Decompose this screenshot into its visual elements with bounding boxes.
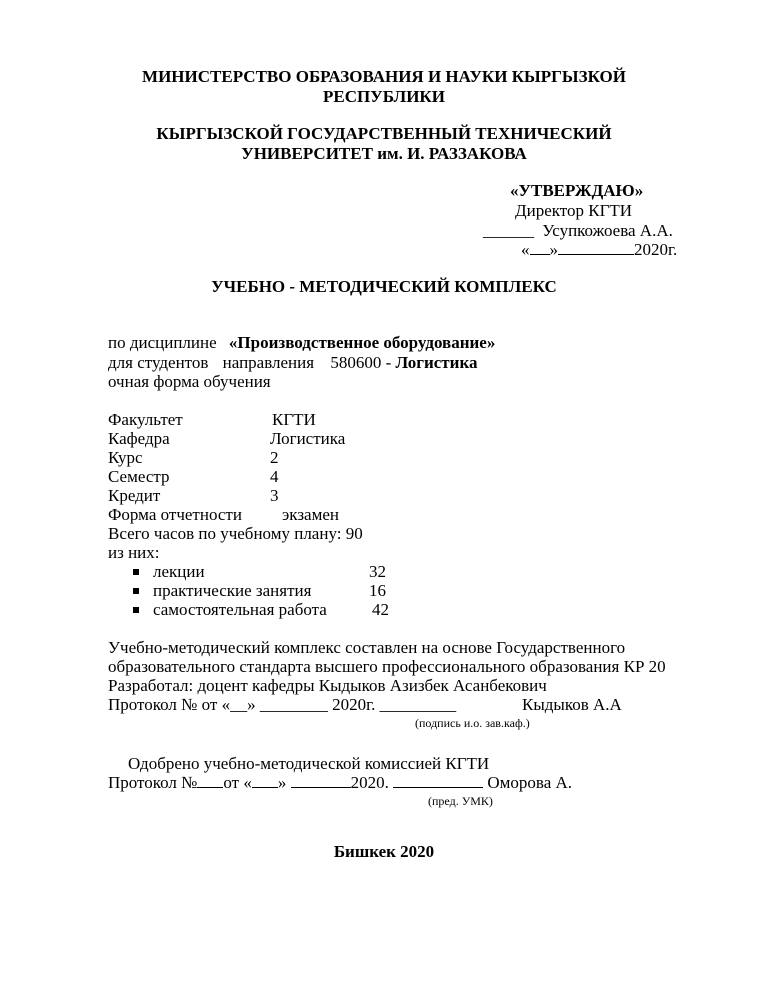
report-form-value: экзамен [282, 505, 339, 524]
approval-signature-line [483, 221, 673, 241]
discipline-label: по дисциплине [108, 333, 217, 352]
approval-month-blank [558, 240, 634, 255]
info-value-credit: 3 [270, 486, 279, 505]
university-line-2: УНИВЕРСИТЕТ им. И. РАЗЗАКОВА [241, 144, 527, 163]
students-label: для студентов [108, 353, 209, 372]
ministry-line-2: РЕСПУБЛИКИ [323, 87, 445, 106]
approval-name: Усупкожоева А.А. [542, 221, 673, 240]
bullet-icon [133, 588, 139, 594]
discipline-line [108, 333, 495, 353]
discipline-name: «Производственное оборудование» [228, 333, 496, 352]
commission-day-blank [252, 773, 278, 788]
info-value-department: Логистика [270, 429, 346, 448]
students-line [108, 353, 478, 373]
protocol-line: Протокол № от «__» ________ 2020г. _________ [108, 695, 457, 714]
approval-date [521, 240, 677, 260]
hours-label-lectures: лекции [153, 562, 205, 581]
study-form: очная форма обучения [108, 372, 271, 391]
info-value-semester: 4 [270, 467, 279, 486]
commission-protocol-line [108, 773, 572, 793]
hours-item-practice [133, 581, 311, 601]
bullet-icon [133, 569, 139, 575]
info-label-faculty: Факультет [108, 410, 183, 429]
of-them-label: из них: [108, 543, 160, 562]
info-label-credit: Кредит [108, 486, 161, 505]
commission-note: (пред. УМК) [428, 794, 493, 808]
approval-date-close: » [549, 240, 558, 259]
info-label-course: Курс [108, 448, 143, 467]
hours-label-practice: практические занятия [153, 581, 312, 600]
hours-value-selfwork: 42 [372, 600, 389, 619]
composition-line-2: образовательного стандарта высшего профессионального образования КР 20 [108, 657, 666, 676]
info-label-semester: Семестр [108, 467, 170, 486]
approval-title: «УТВЕРЖДАЮ» [510, 181, 644, 200]
approval-day-blank [530, 240, 550, 255]
commission-year: 2020. [350, 773, 389, 792]
university-line-1: КЫРГЫЗСКОЙ ГОСУДАРСТВЕННЫЙ ТЕХНИЧЕСКИЙ [156, 124, 612, 143]
commission-from-label: от « [223, 773, 252, 792]
bullet-icon [133, 607, 139, 613]
report-form-label: Форма отчетности [108, 505, 242, 524]
hours-value-practice: 16 [369, 581, 386, 600]
commission-signature-blank [393, 773, 483, 788]
direction-name: Логистика [395, 353, 478, 372]
ministry-line-1: МИНИСТЕРСТВО ОБРАЗОВАНИЯ И НАУКИ КЫРГЫЗКОЙ [142, 67, 626, 86]
total-hours: Всего часов по учебному плану: 90 [108, 524, 363, 543]
composition-line-1: Учебно-методический комплекс составлен на основе Государственного [108, 638, 626, 657]
info-value-faculty: КГТИ [272, 410, 316, 429]
approval-year: 2020г. [634, 240, 678, 259]
document-title: УЧЕБНО - МЕТОДИЧЕСКИЙ КОМПЛЕКС [211, 277, 557, 296]
hours-item-lectures [133, 562, 205, 582]
hours-item-selfwork [133, 600, 327, 620]
commission-number-blank [197, 773, 223, 788]
commission-name: Оморова А. [487, 773, 573, 792]
commission-quote-close: » [277, 773, 287, 792]
commission-month-blank [291, 773, 351, 788]
direction-label: направления [222, 353, 315, 372]
signature-note: (подпись и.о. зав.каф.) [415, 716, 530, 730]
info-value-course: 2 [270, 448, 279, 467]
commission-approved: Одобрено учебно-методической комиссией КГТИ [128, 754, 490, 773]
commission-protocol-label: Протокол № [108, 773, 198, 792]
approval-signature-blank: ______ [483, 221, 534, 240]
hours-label-selfwork: самостоятельная работа [153, 600, 327, 619]
footer-city-year: Бишкек 2020 [333, 842, 435, 861]
approval-position: Директор КГТИ [515, 201, 633, 220]
developer-line: Разработал: доцент кафедры Кыдыков Азизбек Асанбекович [108, 676, 547, 695]
info-label-department: Кафедра [108, 429, 170, 448]
protocol-name: Кыдыков А.А [522, 695, 622, 714]
approval-date-open: « [521, 240, 530, 259]
hours-value-lectures: 32 [369, 562, 386, 581]
direction-code: 580600 - [330, 353, 392, 372]
